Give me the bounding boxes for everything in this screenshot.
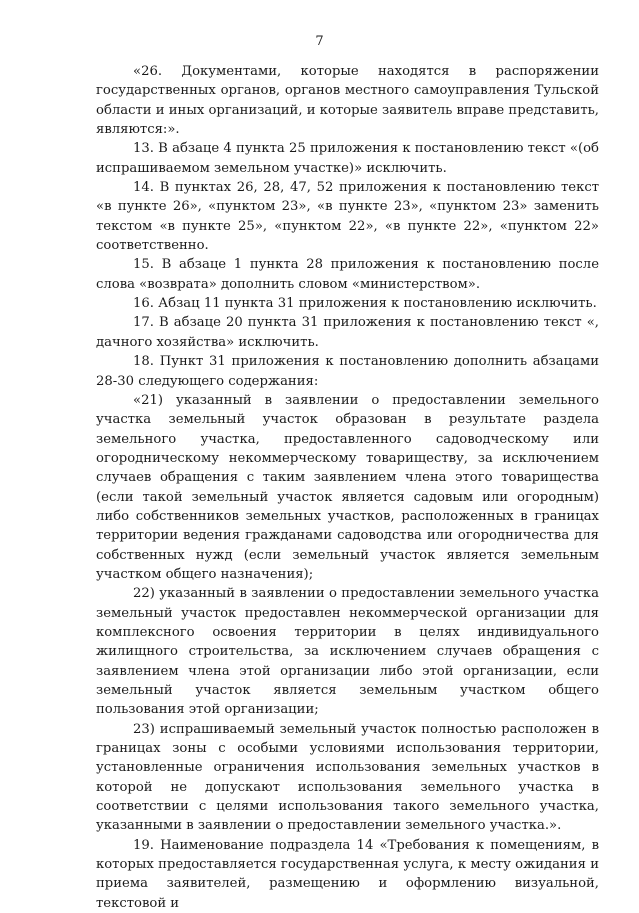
paragraph-15: 15. В абзаце 1 пункта 28 приложения к постановлению после слова «возврата» дополнить словом «министерством». [96, 257, 599, 292]
document-body [96, 62, 599, 913]
paragraph-17: 17. В абзаце 20 пункта 31 приложения к постановлению текст «, дачного хозяйства» исключить. [96, 315, 599, 350]
paragraph-subitem-22: 22) указанный в заявлении о предоставлении земельного участка земельный участок предоставлен некоммерческой организации для комплексного освоения территории в целях индивидуального жилищного строительства, за исключением случаев обращения с заявлением члена этой организации либо этой организации, если земельный участок является земельным участком общего пользования этой организации; [96, 586, 599, 718]
paragraph-18: 18. Пункт 31 приложения к постановлению дополнить абзацами 28-30 следующего содержания: [96, 354, 599, 389]
page-number: 7 [315, 34, 324, 49]
paragraph-19: 19. Наименование подраздела 14 «Требования к помещениям, в которых предоставляется государственная услуга, к месту ожидания и приема заявителей, размещению и оформлению визуальной, текстовой и [96, 837, 599, 911]
paragraph-13: 13. В абзаце 4 пункта 25 приложения к постановлению текст «(об испрашиваемом земельном участке)» исключить. [96, 141, 599, 176]
paragraph-14: 14. В пунктах 26, 28, 47, 52 приложения к постановлению текст «в пункте 26», «пунктом 23», «в пункте 23», «пунктом 23» заменить текстом «в пункте 25», «пунктом 22», «в пункте 22», «пунктом 22» соответственно. [96, 180, 599, 254]
paragraph-subitem-21: «21) указанный в заявлении о предоставлении земельного участка земельный участок образован в результате раздела земельного участка, предоставленного садоводческому или огородническому некоммерческому товариществу, за исключением случаев обращения с таким заявлением члена этого товарищества (если такой земельный участок является садовым или огородным) либо собственников земельных участков, расположенных в границах территории ведения гражданами садоводства или огородничества для собственных нужд (если земельный участок является земельным участком общего назначения); [96, 392, 599, 582]
paragraph-item-26-documents: «26. Документами, которые находятся в распоряжении государственных органов, органов местного самоуправления Тульской области и иных организаций, и которые заявитель вправе представить, являются:». [96, 64, 599, 138]
paragraph-16: 16. Абзац 11 пункта 31 приложения к постановлению исключить. [133, 296, 597, 312]
paragraph-subitem-23: 23) испрашиваемый земельный участок полностью расположен в границах зоны с особыми условиями использования территории, установленные ограничения использования земельных участков в которой не допускают использования земельного участка в соответствии с целями использования такого земельного участка, указанными в заявлении о предоставлении земельного участка.». [96, 721, 599, 834]
